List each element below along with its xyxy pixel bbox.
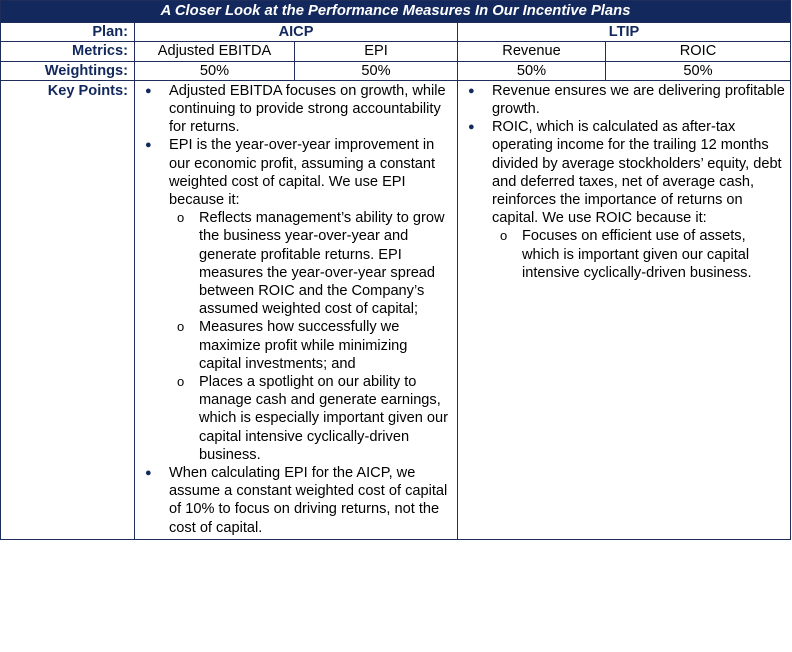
weighting-roic: 50% [606,61,791,80]
aicp-subpoint-text: Places a spotlight on our ability to manage cash and generate earnings, which is especially important given our capital intensive cyclically-driven business. [199,374,449,463]
ltip-points-list [462,82,786,228]
list-item [462,118,786,227]
ltip-point-text: ROIC, which is calculated as after-tax operating income for the trailing 12 months divided by average stockholders’ equity, debt and deferred taxes, net of average cash, reinforces the importance of returns on capital. We use ROIC because it: [492,119,782,227]
table-title: A Closer Look at the Performance Measures In Our Incentive Plans [1,1,791,23]
metrics-label: Metrics: [1,42,135,61]
weightings-row [1,61,791,80]
plan-ltip: LTIP [458,23,791,42]
ltip-point-text: Revenue ensures we are delivering profitable growth. [492,82,785,118]
aicp-subpoint-text: Measures how successfully we maximize profit while minimizing capital investments; and [199,319,408,372]
ltip-roic-sublist [488,227,786,282]
list-item [139,82,453,137]
list-item [488,227,786,282]
circle-bullet-icon: o [500,228,508,244]
circle-bullet-icon: o [177,319,185,335]
metrics-row [1,42,791,61]
circle-bullet-icon: o [177,374,185,390]
list-item [139,464,453,537]
list-item [139,136,453,209]
list-item [165,373,453,464]
plan-aicp: AICP [135,23,458,42]
aicp-points-list [139,82,453,209]
weightings-label: Weightings: [1,61,135,80]
ltip-key-points [458,80,791,539]
bullet-icon: ● [145,84,152,97]
list-item [165,209,453,318]
plan-row [1,23,791,42]
ltip-subpoint-text: Focuses on efficient use of assets, which is important given our capital intensive cyclically-driven business. [522,228,752,281]
bullet-icon: ● [468,84,475,97]
title-row [1,1,791,23]
bullet-icon: ● [468,121,475,134]
aicp-points-list-continued [139,464,453,537]
plan-label: Plan: [1,23,135,42]
key-points-label: Key Points: [1,80,135,539]
weighting-revenue: 50% [458,61,606,80]
weighting-epi: 50% [295,61,458,80]
list-item [462,82,786,118]
key-points-row [1,80,791,539]
aicp-point-text: Adjusted EBITDA focuses on growth, while continuing to provide strong accountability for returns. [169,82,446,136]
metric-roic: ROIC [606,42,791,61]
circle-bullet-icon: o [177,210,185,226]
weighting-adjusted-ebitda: 50% [135,61,295,80]
bullet-icon: ● [145,139,152,152]
bullet-icon: ● [145,467,152,480]
list-item [165,318,453,373]
metric-epi: EPI [295,42,458,61]
aicp-point-text: When calculating EPI for the AICP, we assume a constant weighted cost of capital of 10% to focus on driving returns, not the cost of capital. [169,465,448,536]
metric-adjusted-ebitda: Adjusted EBITDA [135,42,295,61]
aicp-key-points [135,80,458,539]
aicp-point-text: EPI is the year-over-year improvement in our economic profit, assuming a constant weighted cost of capital. We use EPI because it: [169,137,436,209]
aicp-epi-sublist [165,209,453,464]
metric-revenue: Revenue [458,42,606,61]
aicp-subpoint-text: Reflects management’s ability to grow the business year-over-year and generate profitable returns. EPI measures the year-over-year spread between ROIC and the Company’s assumed weighted cost of capital; [199,210,445,318]
